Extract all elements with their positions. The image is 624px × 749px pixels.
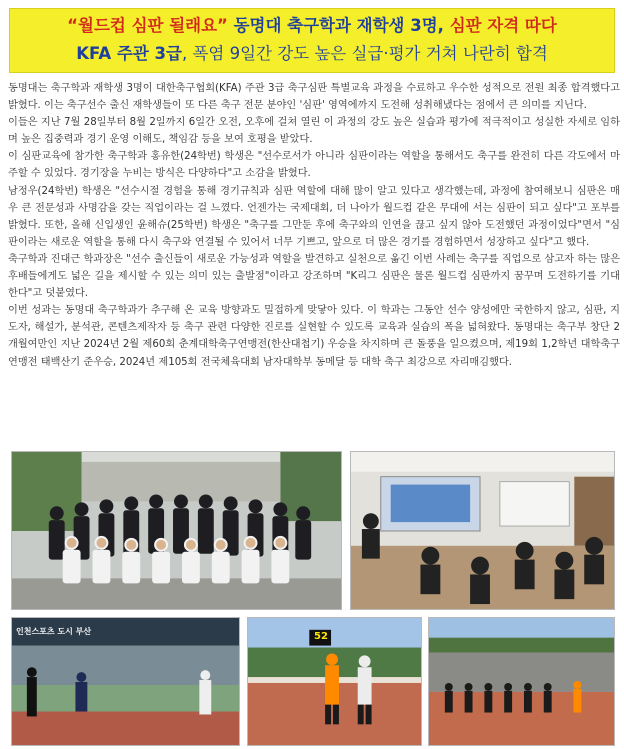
headline-line-1 — [10, 15, 614, 37]
photo-referee-test — [247, 617, 422, 746]
headline-line-2 — [10, 43, 614, 65]
headline-organizer: KFA 주관 3급 — [76, 44, 182, 63]
headline-quote: “월드컵 심판 될래요” — [67, 16, 228, 35]
article-paragraph: 이번 성과는 동명대 축구학과가 추구해 온 교육 방향과도 밀접하게 맞닿아 있다. 이 학과는 그동안 선수 양성에만 국한하지 않고, 심판, 지도자, 해설가, 분석관, 콘텐츠제작자 등 축구 관련 다양한 진로를 실현할 수 있도록 교육과 실습의 폭을 넓혀왔다. 동명대는 축구부 창단 2개월여만인 지난 2024년 2월 제60회 춘계대학축구연맹전(한산대첩기) 우승을 차지하며 큰 돌풍을 일으켰으며, 제19회 1,2학년 대학축구연맹전 태백산기 준우승, 2024년 제105회 전국체육대회 남자대학부 동메달 등 대학 축구 최강으로 자리매김했다. — [8, 305, 620, 368]
headline-subject: 동명대 축구학과 재학생 3명, — [227, 16, 450, 35]
photo-gallery — [11, 451, 615, 746]
stadium-banner-text: 인천스포츠 도시 부산 — [16, 627, 92, 636]
article-paragraph: 축구학과 진대근 학과장은 "선수 출신들이 새로운 가능성과 역할을 발견하고 실천으로 옮긴 이번 사례는 축구를 직업으로 삼고자 하는 많은 후배들에게도 넓은 길을 제시할 수 있는 의미 있는 출발점"이라고 강조하며 "K리그 심판은 물론 월드컵 심판까지 꿈꾸며 도전하기를 기대한다"고 덧붙였다. — [8, 253, 620, 300]
headline-detail: , 폭염 9일간 강도 높은 실급·평가 거쳐 나란히 합격 — [181, 44, 548, 63]
article-paragraph: 이 심판교육에 참가한 축구학과 홍유한(24학번) 학생은 "선수로서가 아니라 심판이라는 역할을 통해서도 축구를 완전히 다른 각도에서 마주할 수 있었다. 경기장을 누비는 방식은 다양하다"고 소감을 밝혔다. — [8, 151, 620, 180]
article-paragraph: 남정우(24학번) 학생은 "선수시절 경험을 통해 경기규칙과 심판 역할에 대해 많이 알고 있다고 생각했는데, 과정에 참여해보니 심판은 매우 큰 전문성과 사명감을 갖는 직업이라는 걸 느꼈다. 언젠가는 국제대회, 더 나아가 월드컵 같은 무대에 서는 심판이 되고 싶다"고 포부를 밝혔다. 또한, 올해 신입생인 윤해슈(25학번) 학생은 "축구를 그만둔 후에 축구와의 인연을 끊고 싶지 않아 도전했던 과정이었다"면서 "심판이라는 새로운 역할을 통해 다시 축구와 연결될 수 있어서 너무 기쁘고, 앞으로 더 많은 경기를 경험하면서 성장하고 싶다"고 했다. — [8, 185, 620, 248]
headline-result: 심판 자격 따다 — [449, 16, 557, 35]
scoreboard-number: 52 — [314, 631, 328, 642]
photo-classroom-lecture — [350, 451, 615, 610]
article-paragraph: 이들은 지난 7월 28일부터 8월 2일까지 6일간 오전, 오후에 걸쳐 열린 이 과정의 강도 높은 실습과 평가에 적극적이고 성실한 자세로 임하며 높은 집중력과 경기 운영 이해도, 책임감 등을 보여 호평을 받았다. — [8, 117, 620, 146]
article-paragraph: 동명대는 축구학과 재학생 3명이 대한축구협회(KFA) 주관 3급 축구심판 특별교육 과정을 수료하고 우수한 성적으로 전원 최종 합격했다고 밝혔다. 이는 축구선수 출신 재학생들이 또 다른 축구 전문 분야인 '심판' 영역에까지 도전해 성취해냈다는 점에서 큰 의미를 지닌다. — [8, 83, 620, 112]
photo-field-training — [11, 617, 240, 746]
photo-stadium-session — [428, 617, 615, 746]
photo-team-group — [11, 451, 342, 610]
headline-banner — [9, 8, 615, 73]
article-body — [8, 80, 620, 371]
